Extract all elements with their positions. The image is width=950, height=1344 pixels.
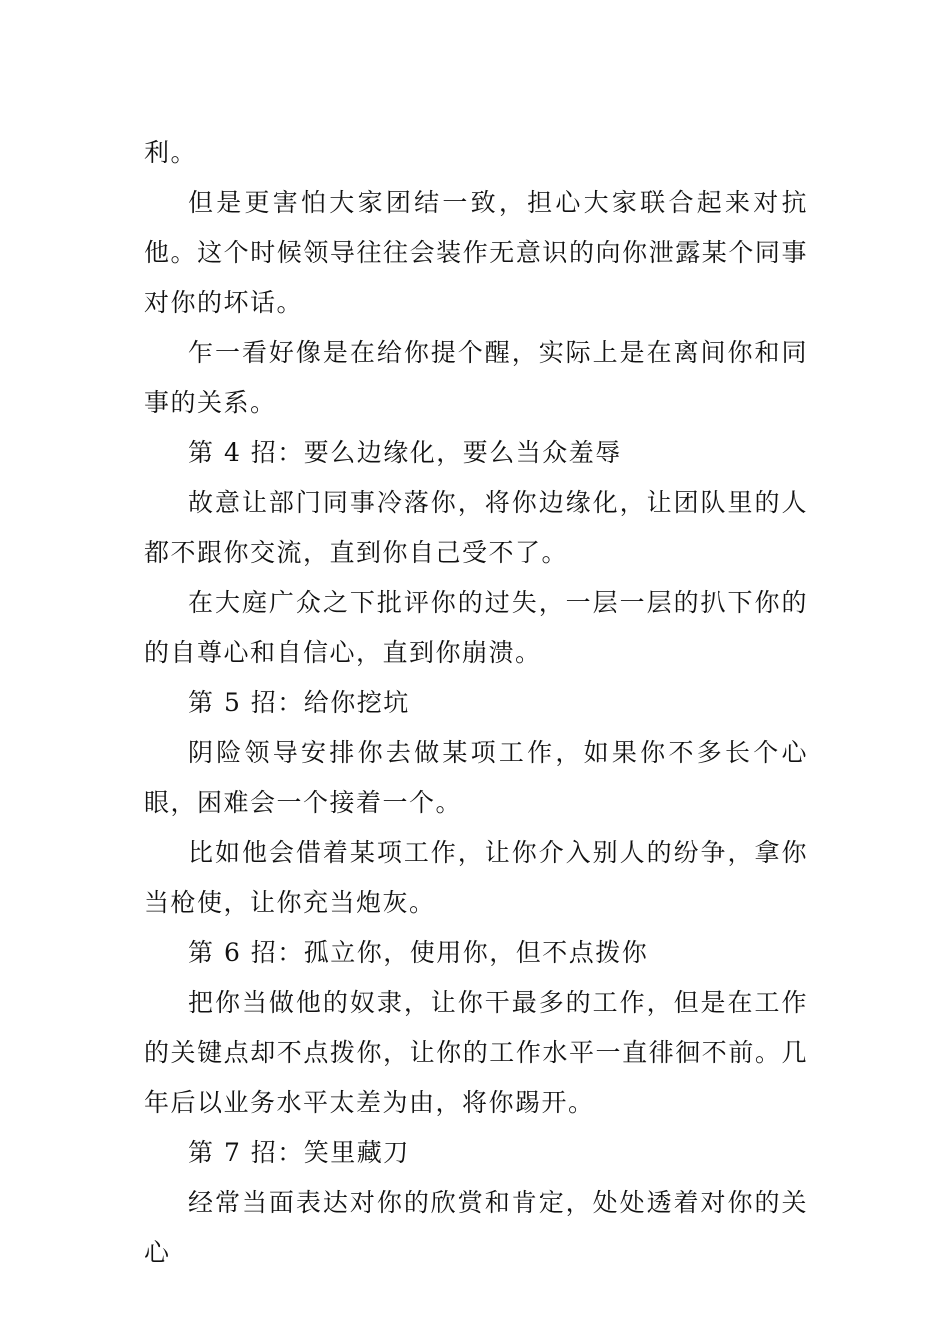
section-heading-6: 第 6 招：孤立你，使用你，但不点拨你: [188, 938, 649, 967]
paragraph-continuation: 利。: [144, 138, 198, 167]
paragraph: 但是更害怕大家团结一致，担心大家联合起来对抗他。这个时候领导往往会装作无意识的向你泄露某个同事对你的坏话。: [144, 188, 808, 317]
paragraph: 经常当面表达对你的欣赏和肯定，处处透着对你的关心: [144, 1188, 808, 1267]
paragraph: 乍一看好像是在给你提个醒，实际上是在离间你和同事的关系。: [144, 338, 808, 417]
section-heading-4: 第 4 招：要么边缘化，要么当众羞辱: [188, 438, 622, 467]
paragraph: 故意让部门同事冷落你，将你边缘化，让团队里的人都不跟你交流，直到你自己受不了。: [144, 488, 808, 567]
section-heading-7: 第 7 招：笑里藏刀: [188, 1138, 410, 1167]
paragraph: 在大庭广众之下批评你的过失，一层一层的扒下你的的自尊心和自信心，直到你崩溃。: [144, 588, 808, 667]
paragraph: 比如他会借着某项工作，让你介入别人的纷争，拿你当枪使，让你充当炮灰。: [144, 838, 808, 917]
section-heading-5: 第 5 招：给你挖坑: [188, 688, 410, 717]
document-text-body: [144, 128, 808, 1278]
paragraph: 阴险领导安排你去做某项工作，如果你不多长个心眼，困难会一个接着一个。: [144, 738, 808, 817]
paragraph: 把你当做他的奴隶，让你干最多的工作，但是在工作的关键点却不点拨你，让你的工作水平一直徘徊不前。几年后以业务水平太差为由，将你踢开。: [144, 988, 808, 1117]
